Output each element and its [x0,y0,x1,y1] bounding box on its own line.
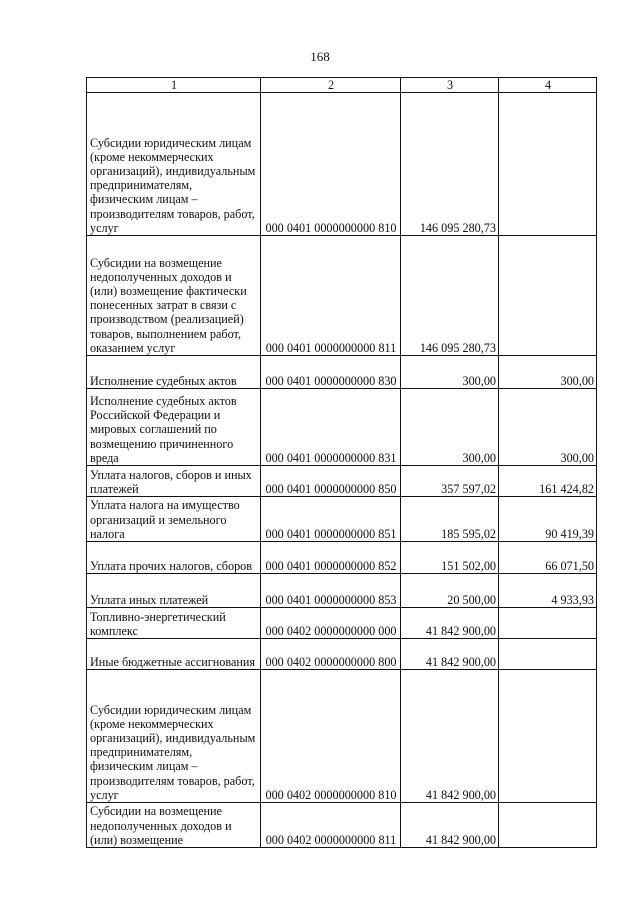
row-name: Уплата налога на имущество организаций и земельного налога [87,497,261,542]
row-code: 000 0401 0000000000 811 [261,236,401,356]
table-body [87,93,597,848]
column-header-3: 3 [401,78,499,93]
row-code: 000 0402 0000000000 811 [261,803,401,848]
row-value-4: 300,00 [499,356,597,389]
row-value-4 [499,608,597,639]
page-number: 168 [310,49,330,64]
row-value-4: 66 071,50 [499,542,597,574]
row-value-4 [499,639,597,670]
row-value-4 [499,670,597,803]
row-code: 000 0401 0000000000 831 [261,389,401,466]
row-code: 000 0401 0000000000 810 [261,93,401,236]
table-row [87,497,597,542]
row-code: 000 0402 0000000000 800 [261,639,401,670]
row-name: Иные бюджетные ассигнования [87,639,261,670]
row-code: 000 0402 0000000000 810 [261,670,401,803]
row-name: Уплата налогов, сборов и иных платежей [87,466,261,497]
table-row [87,670,597,803]
table-row [87,803,597,848]
row-value-4: 300,00 [499,389,597,466]
table-row [87,389,597,466]
row-value-3: 146 095 280,73 [401,236,499,356]
row-value-3: 41 842 900,00 [401,803,499,848]
table-row [87,608,597,639]
row-value-3: 20 500,00 [401,574,499,608]
row-value-3: 185 595,02 [401,497,499,542]
table-row [87,93,597,236]
column-header-2: 2 [261,78,401,93]
row-value-4 [499,236,597,356]
header-row [87,78,597,93]
row-value-4 [499,93,597,236]
column-header-4: 4 [499,78,597,93]
row-value-4: 4 933,93 [499,574,597,608]
row-name: Исполнение судебных актов Российской Федерации и мировых соглашений по возмещению причиненного вреда [87,389,261,466]
table-header [87,78,597,93]
table-row [87,356,597,389]
table-row [87,236,597,356]
row-name: Субсидии на возмещение недополученных доходов и (или) возмещение фактически понесенных затрат в связи с производством (реализацией) товаров, выполнением работ, оказанием услуг [87,236,261,356]
row-value-3: 146 095 280,73 [401,93,499,236]
table-row [87,466,597,497]
row-value-4: 161 424,82 [499,466,597,497]
row-code: 000 0401 0000000000 850 [261,466,401,497]
row-name: Субсидии юридическим лицам (кроме некоммерческих организаций), индивидуальным предпринимателям, физическим лицам – производителям товаров, работ, услуг [87,93,261,236]
row-name: Топливно-энергетический комплекс [87,608,261,639]
row-value-3: 300,00 [401,389,499,466]
row-value-3: 41 842 900,00 [401,608,499,639]
row-name: Уплата иных платежей [87,574,261,608]
table-row [87,639,597,670]
row-code: 000 0402 0000000000 000 [261,608,401,639]
row-code: 000 0401 0000000000 851 [261,497,401,542]
row-name: Уплата прочих налогов, сборов [87,542,261,574]
row-value-3: 151 502,00 [401,542,499,574]
row-value-3: 41 842 900,00 [401,639,499,670]
row-value-4: 90 419,39 [499,497,597,542]
row-name: Субсидии на возмещение недополученных доходов и (или) возмещение [87,803,261,848]
row-value-3: 357 597,02 [401,466,499,497]
row-value-3: 41 842 900,00 [401,670,499,803]
row-code: 000 0401 0000000000 852 [261,542,401,574]
row-value-3: 300,00 [401,356,499,389]
row-code: 000 0401 0000000000 853 [261,574,401,608]
row-name: Исполнение судебных актов [87,356,261,389]
row-code: 000 0401 0000000000 830 [261,356,401,389]
row-name: Субсидии юридическим лицам (кроме некоммерческих организаций), индивидуальным предпринимателям, физическим лицам – производителям товаров, работ, услуг [87,670,261,803]
column-header-1: 1 [87,78,261,93]
row-value-4 [499,803,597,848]
table-row [87,542,597,574]
budget-table [86,77,597,848]
table-row [87,574,597,608]
